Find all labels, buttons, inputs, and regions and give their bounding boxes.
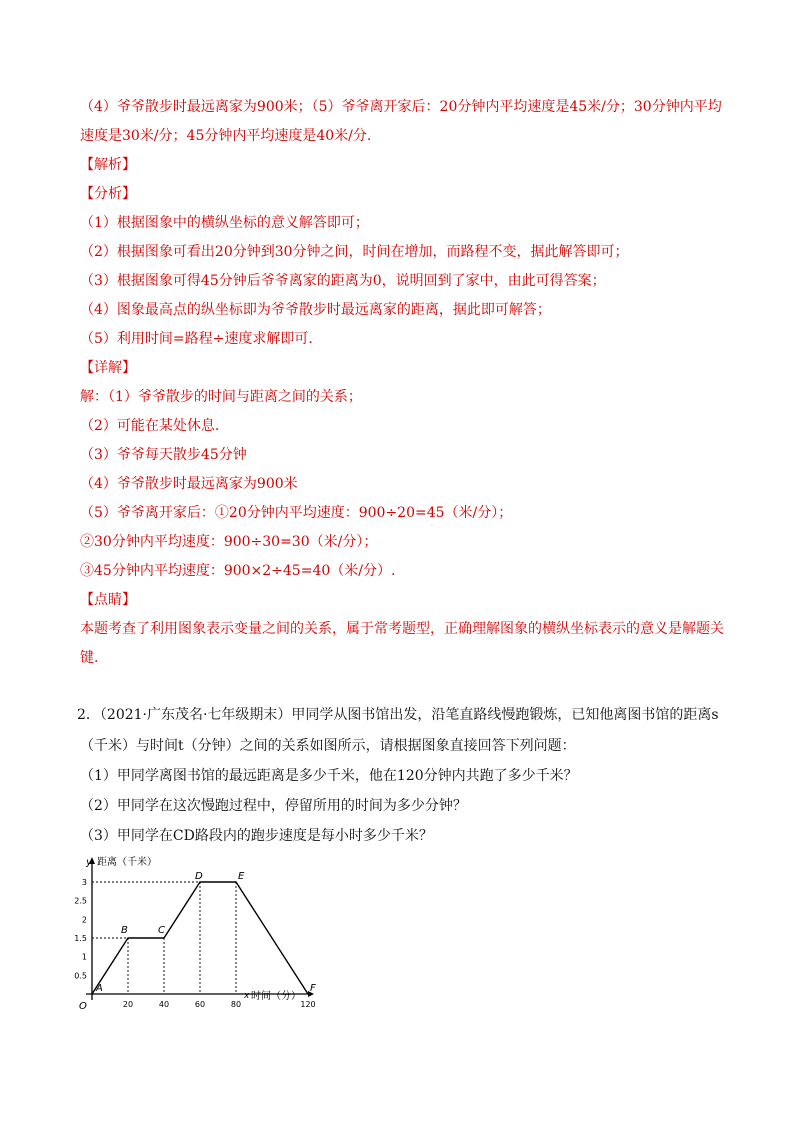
answer-line: （3）根据图象可得45分钟后爷爷离家的距离为0，说明回到了家中，由此可得答案；: [80, 273, 606, 289]
point-label-b: B: [121, 925, 128, 936]
answer-line: （4）爷爷散步时最远离家为900米: [80, 476, 298, 492]
answer-line: （2）可能在某处休息.: [80, 418, 220, 434]
answer-line: （5）利用时间=路程÷速度求解即可.: [80, 331, 313, 347]
question-line: （2）甲同学在这次慢跑过程中，停留所用的时间为多少分钟？: [80, 798, 467, 814]
y-tick-label: 2: [81, 915, 87, 925]
x-tick-label: 80: [230, 1000, 242, 1009]
distance-time-chart: [70, 852, 320, 1022]
y-tick-label: 3: [81, 878, 87, 887]
x-tick-label: 40: [158, 1000, 170, 1009]
point-label-c: C: [158, 925, 165, 936]
x-axis-label: 时间（分）: [251, 991, 301, 1002]
y-axis-letter: y: [86, 857, 92, 868]
answer-line: （2）根据图象可看出20分钟到30分钟之间，时间在增加，而路程不变，据此解答即可；: [80, 244, 629, 260]
point-label-d: D: [195, 871, 203, 882]
question-line: （3）甲同学在CD路段内的跑步速度是每小时多少千米？: [80, 828, 433, 844]
answer-line: ②30分钟内平均速度：900÷30=30（米/分）；: [80, 534, 378, 550]
section-heading: 【详解】: [80, 360, 136, 376]
section-heading: 【解析】: [80, 157, 136, 173]
point-label-a: A: [96, 983, 103, 994]
x-tick-label: 60: [194, 1000, 206, 1009]
x-axis-letter: x: [244, 991, 250, 1001]
question-line: （千米）与时间t（分钟）之间的关系如图所示，请根据图象直接回答下列问题：: [80, 738, 576, 754]
point-label-f: F: [310, 983, 316, 994]
point-label-e: E: [238, 871, 245, 882]
x-tick-label: 20: [122, 1000, 134, 1009]
answer-line: ③45分钟内平均速度：900×2÷45=40（米/分）.: [80, 563, 396, 579]
origin-label: O: [79, 1001, 87, 1012]
answer-line: （4）爷爷散步时最远离家为900米；（5）爷爷离开家后：20分钟内平均速度是45米/分；30分钟内平均: [80, 99, 722, 115]
answer-line: （4）图象最高点的纵坐标即为爷爷散步时最远离家的距离，据此即可解答；: [80, 302, 551, 318]
section-heading: 【分析】: [80, 186, 136, 202]
x-tick-label: 120: [300, 1000, 316, 1009]
answer-line: 键.: [80, 650, 99, 666]
section-heading: 【点睛】: [80, 592, 136, 608]
answer-line: 速度是30米/分；45分钟内平均速度是40米/分.: [80, 128, 372, 144]
y-tick-label: 1.5: [74, 934, 87, 943]
y-tick-label: 2.5: [74, 896, 87, 906]
y-axis-label: 距离（千米）: [97, 857, 157, 868]
answer-line: （5）爷爷离开家后：①20分钟内平均速度：900÷20=45（米/分）；: [80, 505, 513, 521]
answer-line: 解：（1）爷爷散步的时间与距离之间的关系；: [80, 389, 362, 405]
answer-line: 本题考查了利用图象表示变量之间的关系，属于常考题型，正确理解图象的横纵坐标表示的意义是解题关: [80, 621, 724, 637]
answer-line: （1）根据图象中的横纵坐标的意义解答即可；: [80, 215, 369, 231]
question-line: （1）甲同学离图书馆的最远距离是多少千米，他在120分钟内共跑了多少千米？: [80, 768, 578, 784]
y-tick-label: 0.5: [74, 971, 87, 981]
answer-line: （3）爷爷每天散步45分钟: [80, 447, 247, 463]
question-stem: 2．（2021·广东茂名·七年级期末）甲同学从图书馆出发，沿笔直路线慢跑锻炼，已知他离图书馆的距离s: [77, 707, 719, 723]
y-tick-label: 1: [81, 952, 87, 962]
